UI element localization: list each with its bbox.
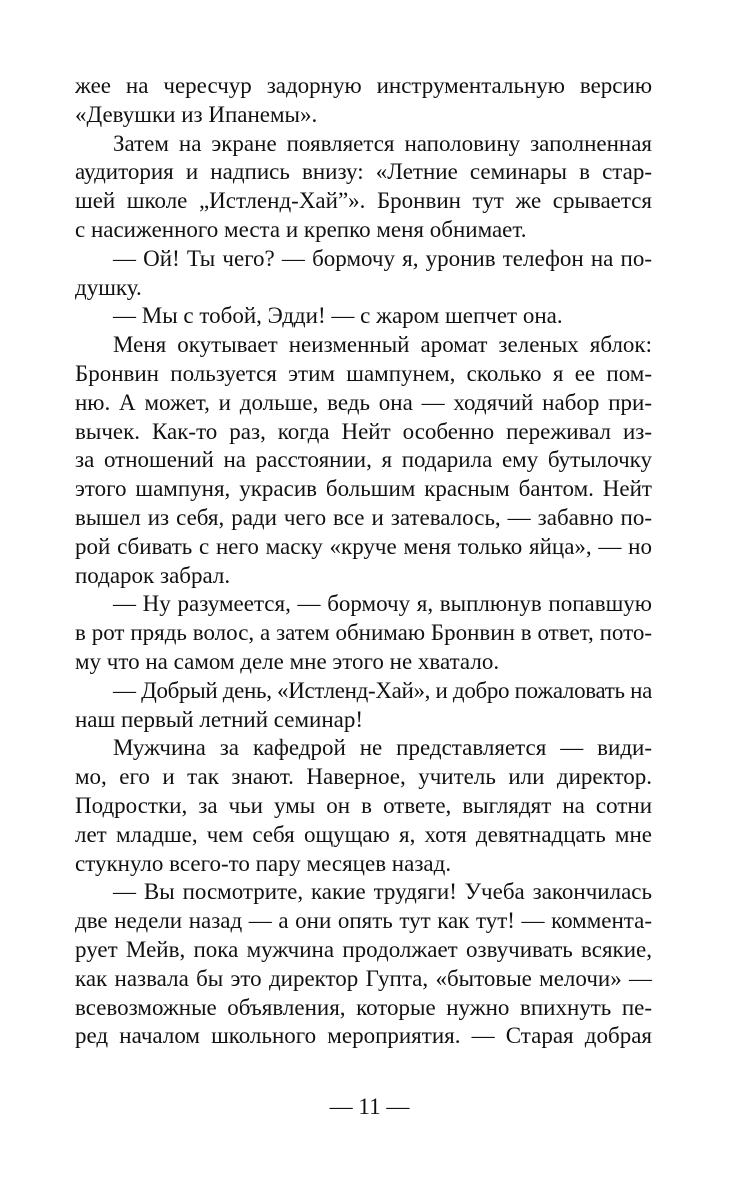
text-line: аудитория и надпись внизу: «Летние семинары в стар-	[75, 159, 652, 185]
text-line: рует Мейв, пока мужчина продолжает озвучивать всякие,	[75, 936, 652, 962]
page-number: — 11 —	[329, 1094, 410, 1119]
text-line: вычек. Как-то раз, когда Нейт особенно переживал из-	[75, 418, 652, 444]
text-line: — Вы посмотрите, какие трудяги! Учеба закончилась	[113, 879, 652, 905]
text-line: жее на чересчур задорную инструментальную версию	[75, 73, 652, 98]
text-line: рой сбивать с него маску «круче меня только яйца», — но	[75, 533, 652, 559]
text-line: подарок забрал.	[75, 562, 231, 588]
text-line: шей школе „Истленд-Хай”». Бронвин тут же срывается	[75, 188, 652, 214]
text-line: — Мы с тобой, Эдди! — с жаром шепчет она.	[113, 303, 563, 329]
text-line: всевозможные объявления, которые нужно впихнуть пе-	[75, 994, 652, 1020]
text-line: — Добрый день, «Истленд-Хай», и добро пожаловать на	[113, 677, 652, 703]
text-line: стукнуло всего-то пару месяцев назад.	[75, 850, 452, 876]
text-line: душку.	[75, 274, 142, 300]
text-line: Мужчина за кафедрой не представляется — види-	[113, 735, 652, 761]
text-line: как назвала бы это директор Гупта, «бытовые мелочи» —	[75, 965, 652, 991]
text-line: ред началом школьного мероприятия. — Старая добрая	[75, 1023, 652, 1049]
text-line: — Ой! Ты чего? — бормочу я, уронив телефон на по-	[113, 245, 652, 271]
text-line: за отношений на расстоянии, я подарила ему бутылочку	[75, 447, 652, 473]
text-line: Меня окутывает неизменный аромат зеленых яблок:	[113, 332, 652, 358]
text-line: две недели назад — а они опять тут как тут! — коммента-	[75, 908, 652, 934]
text-line: наш первый летний семинар!	[75, 706, 364, 732]
text-line: в рот прядь волос, а затем обнимаю Бронвин в ответ, пото-	[75, 620, 652, 646]
text-line: «Девушки из Ипанемы».	[75, 101, 318, 127]
text-line: ню. А может, и дольше, ведь она — ходячий набор при-	[75, 389, 652, 415]
text-line: с насиженного места и крепко меня обнимает.	[75, 216, 527, 242]
page-body-text	[75, 72, 652, 1051]
text-line: мо, его и так знают. Наверное, учитель или директор.	[75, 764, 652, 790]
text-line: лет младше, чем себя ощущаю я, хотя девятнадцать мне	[75, 821, 652, 847]
text-line: этого шампуня, украсив большим красным бантом. Нейт	[75, 476, 652, 502]
text-line: Бронвин пользуется этим шампунем, сколько я ее пом-	[75, 360, 652, 386]
text-line: Подростки, за чьи умы он в ответе, выглядят на сотни	[75, 792, 652, 818]
text-line: — Ну разумеется, — бормочу я, выплюнув попавшую	[113, 591, 652, 617]
text-line: Затем на экране появляется наполовину заполненная	[113, 130, 652, 156]
text-line: му что на самом деле мне этого не хватало.	[75, 648, 500, 674]
text-line: вышел из себя, ради чего все и затевалось, — забавно по-	[75, 504, 652, 530]
